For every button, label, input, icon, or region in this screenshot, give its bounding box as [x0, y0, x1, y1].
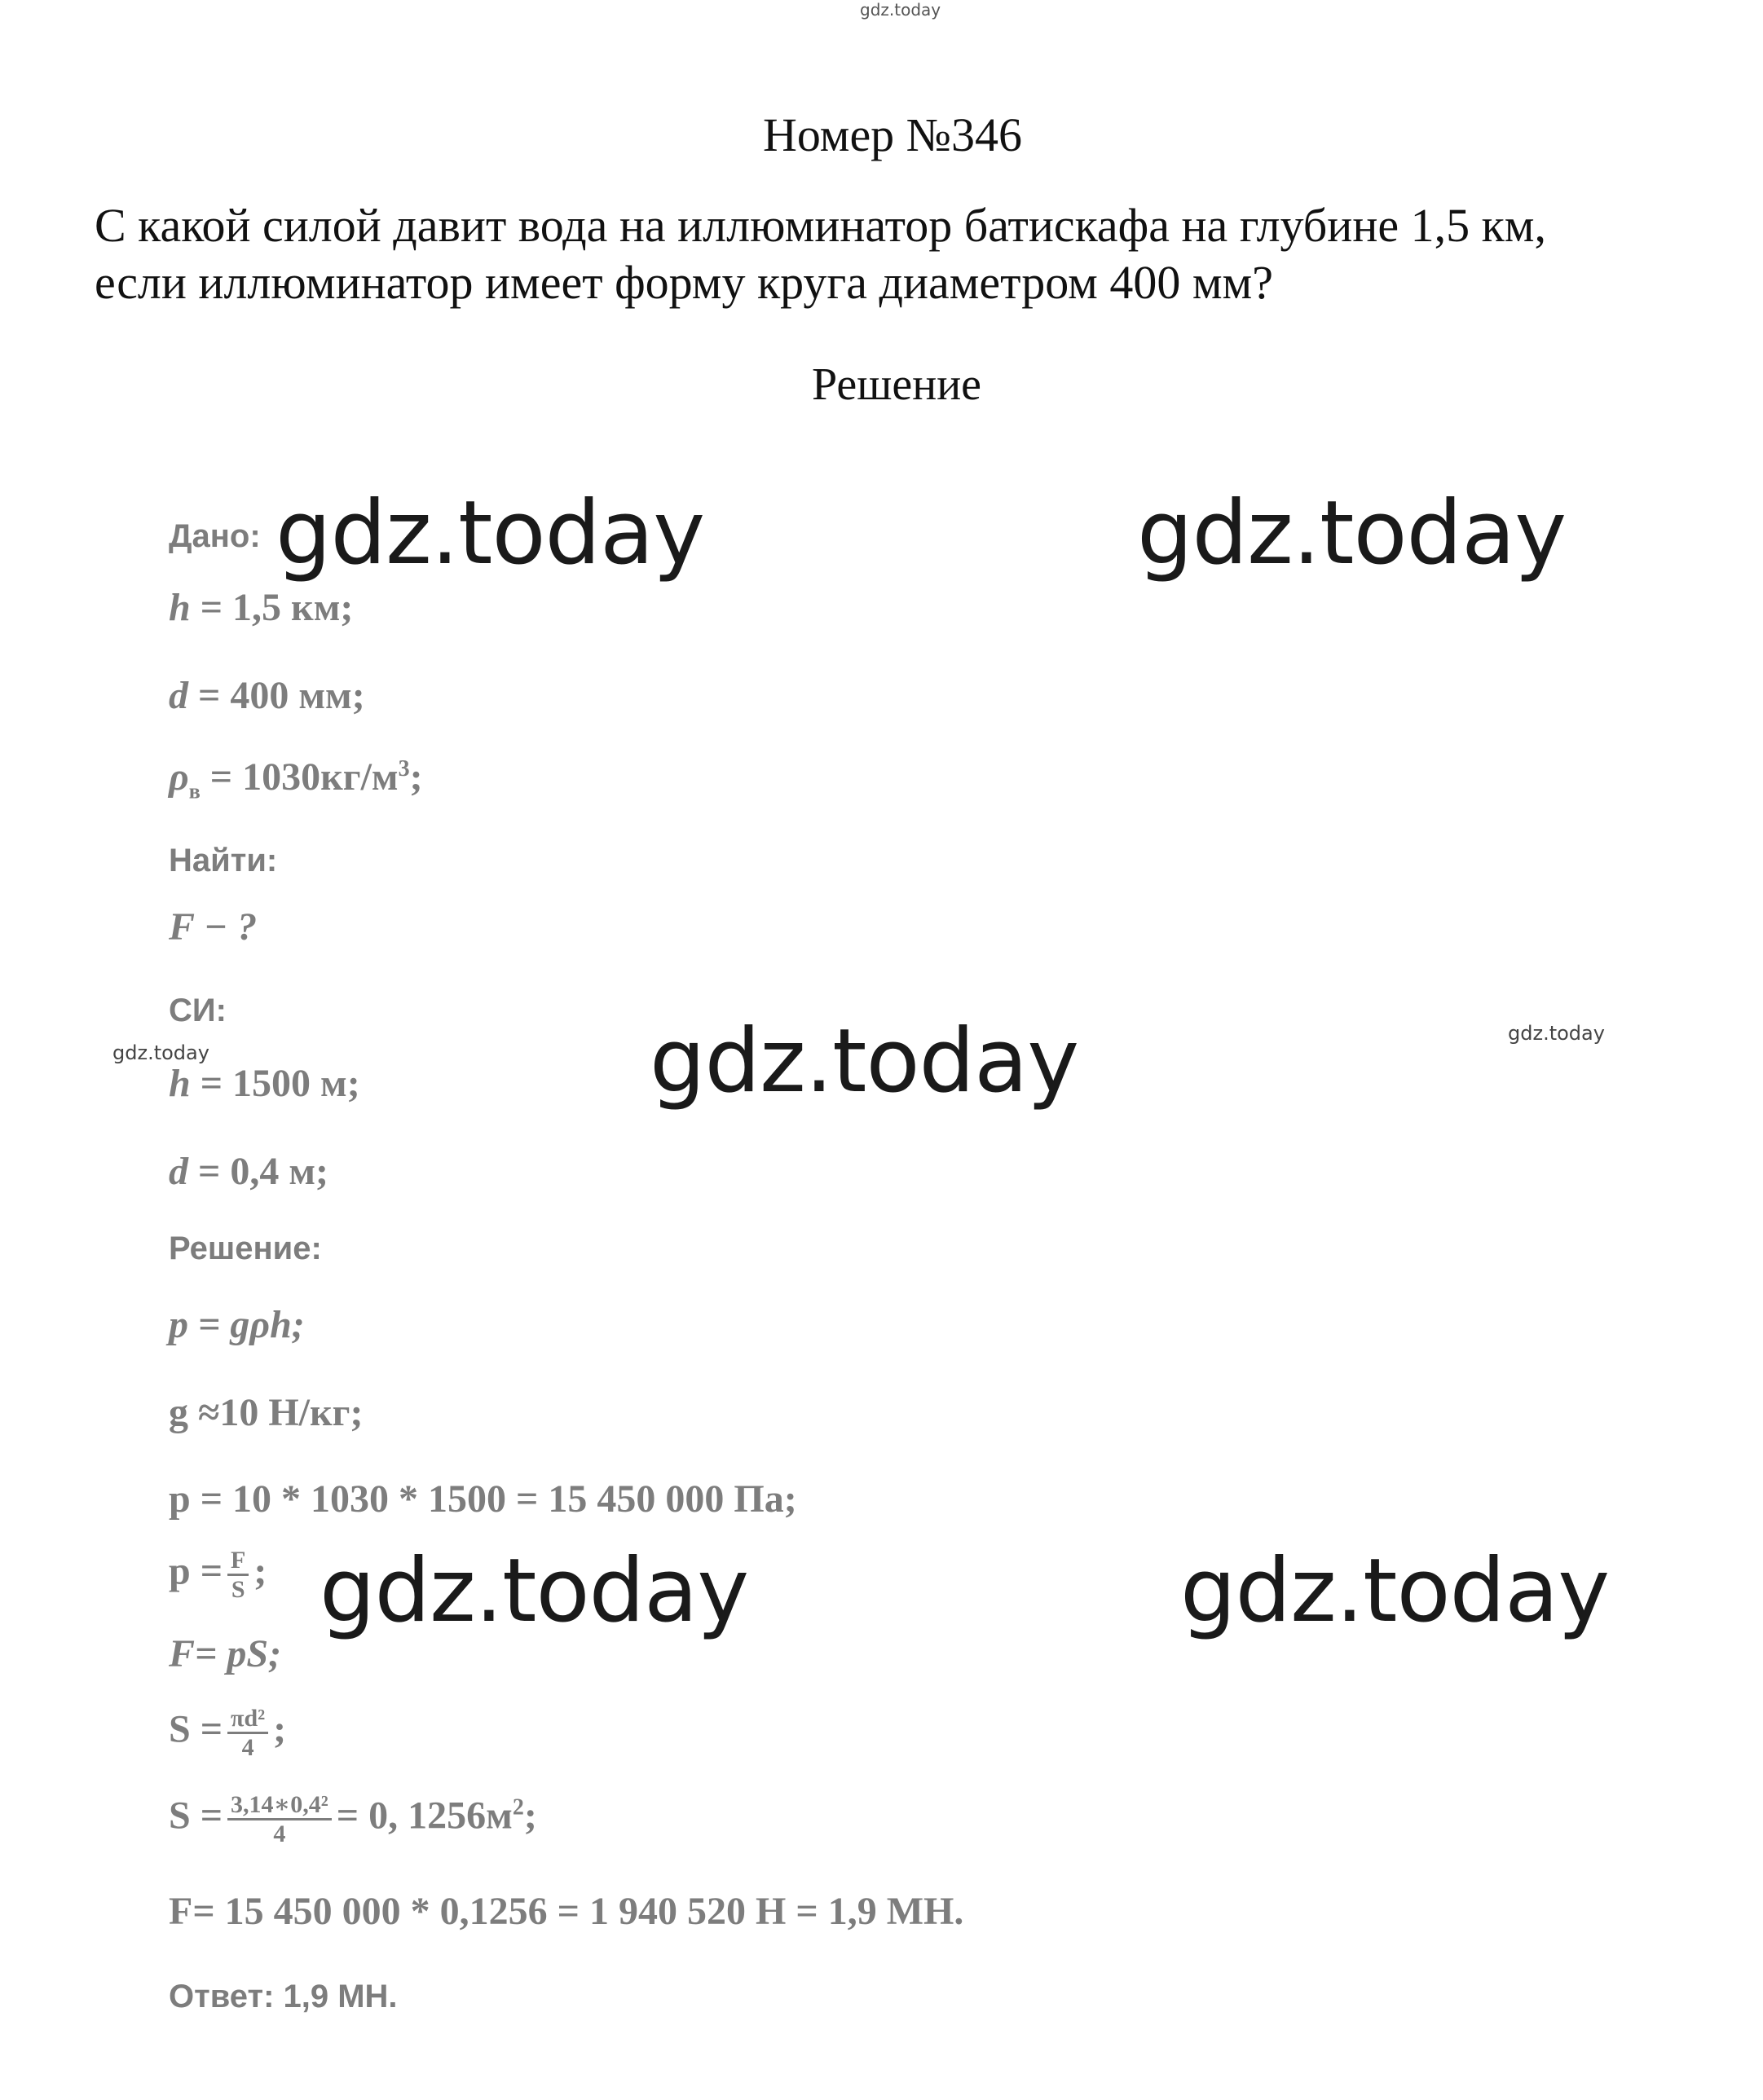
solution-line-7: S = $\frac{\text{3,14∗0,4²}}{4}$ = 0, $1256м^2$;: [169, 1791, 537, 1847]
solution-heading: Решение: [811, 359, 982, 410]
solution-line-8: F= 15 450 000 * 0,1256 = 1 940 520 Н = 1,9 МН.: [169, 1890, 964, 1933]
given-d: d = 400 мм;: [169, 674, 365, 717]
watermark-5: gdz.today: [1180, 1540, 1610, 1642]
solution-label: Решение:: [169, 1231, 322, 1266]
si-d: d = 0,4 м;: [169, 1150, 329, 1193]
find-label: Найти:: [169, 843, 278, 878]
given-h: h = 1,5 км;: [169, 586, 354, 629]
solution-line-3: p = 10 * 1030 * 1500 = 15 450 000 Па;: [169, 1477, 797, 1521]
solution-line-5: F= pS;: [169, 1632, 282, 1675]
watermark-3: gdz.today: [650, 1010, 1079, 1112]
page-title: Номер №346: [762, 108, 1023, 161]
watermark-top: gdz.today: [860, 0, 941, 20]
watermark-small-left: gdz.today: [112, 1041, 209, 1064]
find-value: F − ?: [169, 905, 258, 949]
solution-line-4: p = $\frac{F}{S}$ ;: [169, 1547, 267, 1603]
si-label: СИ:: [169, 993, 227, 1028]
solution-line-1: p = gρh;: [169, 1303, 305, 1346]
watermark-4: gdz.today: [320, 1540, 749, 1642]
task-text: [95, 197, 1692, 311]
watermark-1: gdz.today: [275, 482, 705, 584]
given-label: Дано:: [169, 518, 261, 554]
solution-line-6: S = $\frac{\text{πd²}}{4}$ ;: [169, 1705, 287, 1761]
si-h: h = 1500 м;: [169, 1062, 360, 1105]
answer: Ответ: 1,9 МН.: [169, 1979, 398, 2014]
task-line-2: если иллюминатор имеет форму круга диаметром 400 мм?: [95, 256, 1273, 309]
watermark-2: gdz.today: [1137, 482, 1567, 584]
given-rho: $\rho_в = 1030кг/м^3$;: [169, 755, 423, 803]
task-line-1: С какой силой давит вода на иллюминатор батискафа на глубине 1,5 км,: [95, 199, 1547, 252]
solution-line-2: g ≈10 Н/кг;: [169, 1391, 364, 1434]
watermark-small-right: gdz.today: [1508, 1022, 1605, 1045]
